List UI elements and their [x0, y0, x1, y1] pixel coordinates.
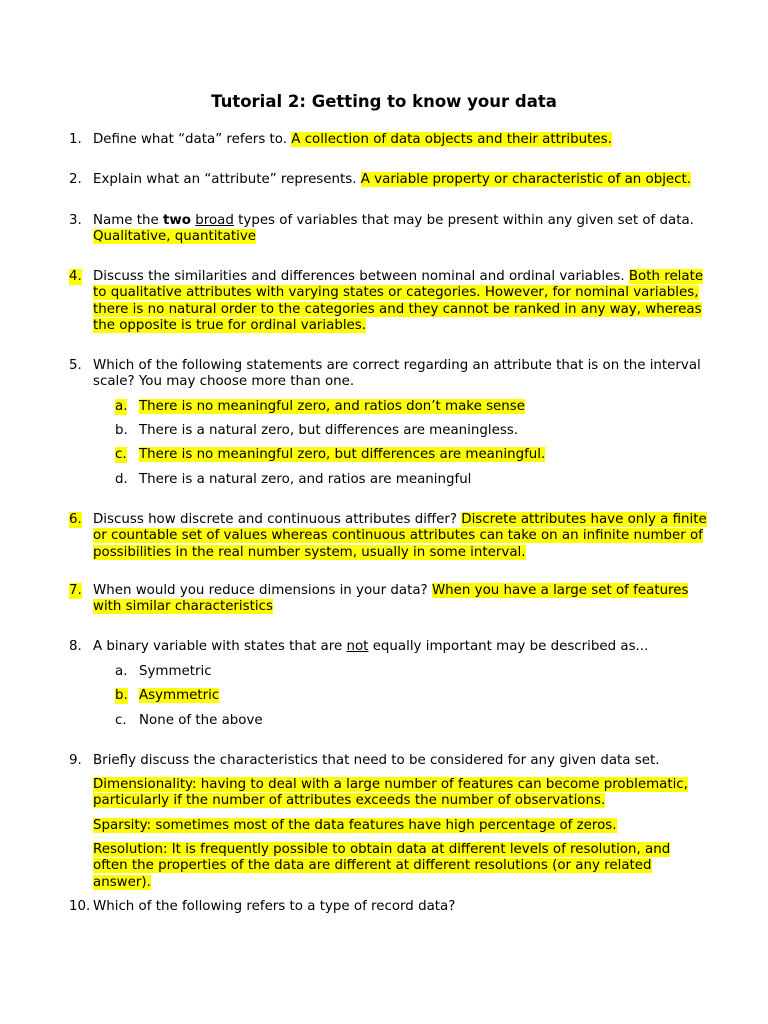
option-text: None of the above [139, 713, 263, 728]
question-5 [69, 358, 709, 391]
answer-highlight: Dimensionality: having to deal with a large number of features can become problematic, particularly if the number of attributes exceeds the number of observations. [93, 777, 688, 809]
question-text: Discuss the similarities and differences between nominal and ordinal variables. [93, 269, 625, 284]
page-title: Tutorial 2: Getting to know your data [211, 92, 557, 111]
question-number: 8. [69, 639, 82, 654]
option-letter: b. [115, 423, 128, 438]
emphasis-two: two [163, 213, 191, 228]
answer-highlight: A variable property or characteristic of an object. [360, 172, 692, 187]
answer-highlight: Qualitative, quantitative [93, 229, 257, 245]
option-text: There is a natural zero, and ratios are meaningful [139, 472, 472, 487]
option-letter: d. [115, 472, 128, 487]
question-number: 7. [69, 583, 82, 598]
question-1 [69, 132, 709, 148]
question-text: Which of the following statements are correct regarding an attribute that is on the interval scale? You may choose more than one. [93, 358, 701, 390]
answer-highlight: Discrete attributes have only a finite or countable set of values whereas continuous attributes can take on an infinite number of possibilities in the real number system, usually in some interval. [93, 512, 707, 560]
question-10 [69, 899, 709, 915]
question-text: Briefly discuss the characteristics that need to be considered for any given data set. [93, 753, 660, 768]
question-text-start: A binary variable with states that are [93, 639, 343, 654]
question-2 [69, 172, 709, 188]
question-number: 1. [69, 132, 82, 147]
option-text: Asymmetric [139, 688, 220, 703]
answer-highlight: A collection of data objects and their attributes. [291, 132, 612, 147]
question-8 [69, 639, 709, 655]
option-a [115, 664, 715, 680]
question-number: 9. [69, 753, 82, 768]
option-text: There is a natural zero, but differences are meaningless. [139, 423, 519, 438]
option-letter: a. [115, 664, 128, 679]
question-text: Explain what an “attribute” represents. [93, 172, 357, 187]
answer-dimensionality [93, 777, 703, 810]
question-number: 10. [69, 899, 91, 914]
answer-highlight: Resolution: It is frequently possible to obtain data at different levels of resolution, and often the properties of the data are different at different resolutions (or any related answer). [93, 842, 671, 890]
answer-sparsity [93, 818, 703, 834]
option-b [115, 423, 715, 439]
emphasis-broad: broad [195, 213, 234, 228]
question-text: Discuss how discrete and continuous attributes differ? [93, 512, 457, 527]
question-number: 3. [69, 213, 82, 228]
option-letter: c. [115, 713, 127, 728]
option-letter: c. [115, 447, 127, 462]
question-text: Which of the following refers to a type of record data? [93, 899, 456, 914]
question-6 [69, 512, 709, 561]
emphasis-not: not [346, 639, 369, 654]
option-letter: a. [115, 399, 128, 414]
question-7 [69, 583, 709, 616]
question-3 [69, 213, 709, 246]
option-a [115, 399, 715, 415]
question-number: 5. [69, 358, 82, 373]
question-number: 6. [69, 512, 82, 527]
option-c [115, 447, 715, 463]
question-text-end: types of variables that may be present within any given set of data. [238, 213, 694, 228]
question-number: 2. [69, 172, 82, 187]
option-letter: b. [115, 688, 128, 703]
option-b [115, 688, 715, 704]
option-c [115, 713, 715, 729]
question-number: 4. [69, 269, 82, 284]
answer-resolution [93, 842, 703, 891]
option-d [115, 472, 715, 488]
answer-highlight: Both relate to qualitative attributes with varying states or categories. However, for nominal variables, there is no natural order to the categories and they cannot be ranked in any way, whereas the opposite is true for ordinal variables. [93, 269, 704, 334]
answer-highlight: When you have a large set of features with similar characteristics [93, 583, 689, 615]
option-text: Symmetric [139, 664, 212, 679]
question-text-end: equally important may be described as... [372, 639, 649, 654]
answer-highlight: Sparsity: sometimes most of the data features have high percentage of zeros. [93, 818, 617, 833]
question-9 [69, 753, 709, 769]
question-text-start: Name the [93, 213, 159, 228]
option-text: There is no meaningful zero, but differences are meaningful. [139, 447, 546, 462]
option-text: There is no meaningful zero, and ratios don’t make sense [139, 399, 525, 414]
question-4 [69, 269, 709, 335]
question-text: Define what “data” refers to. [93, 132, 288, 147]
question-text: When would you reduce dimensions in your data? [93, 583, 428, 598]
